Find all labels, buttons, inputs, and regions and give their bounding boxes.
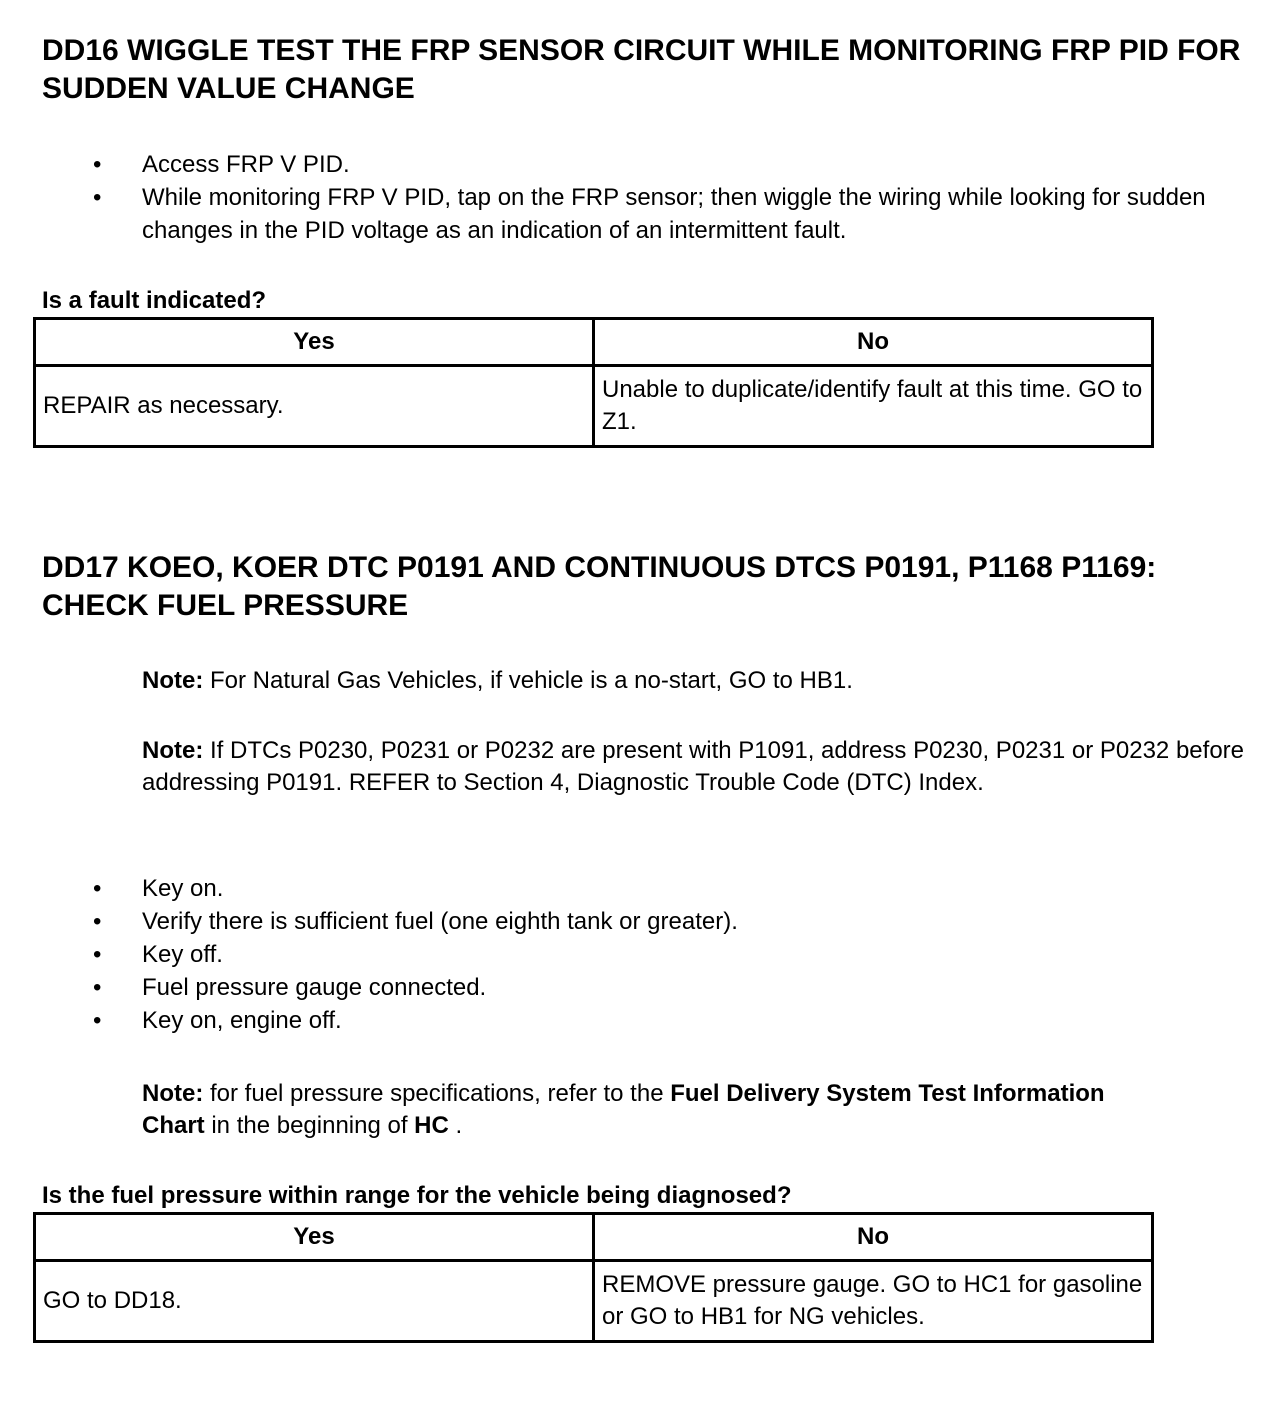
list-item: • Verify there is sufficient fuel (one eighth tank or greater). (0, 905, 1250, 938)
yes-header: Yes (35, 319, 594, 366)
yes-header: Yes (35, 1214, 594, 1261)
note-label: Note: (142, 737, 204, 764)
note-label: Note: (142, 1080, 204, 1107)
dd17-question: Is the fuel pressure within range for the vehicle being diagnosed? (42, 1182, 792, 1209)
no-cell: REMOVE pressure gauge. GO to HC1 for gasoline or GO to HB1 for NG vehicles. (594, 1261, 1153, 1342)
dd16-bullet-list (0, 148, 1250, 247)
dd17-bullet-list (0, 872, 1250, 1037)
dd17-heading: DD17 KOEO, KOER DTC P0191 AND CONTINUOUS DTCS P0191, P1168 P1169: CHECK FUEL PRESSURE (42, 551, 1157, 622)
note-natural-gas: Note: For Natural Gas Vehicles, if vehicle is a no-start, GO to HB1. (142, 667, 853, 694)
bullet-icon: • (93, 908, 102, 935)
no-header: No (594, 1214, 1153, 1261)
section-reference: HC (414, 1112, 449, 1139)
dd16-decision-table (33, 317, 1154, 448)
list-item: • Fuel pressure gauge connected. (0, 971, 1250, 1004)
list-item: • Key on. (0, 872, 1250, 905)
yes-cell: REPAIR as necessary. (35, 366, 594, 447)
bullet-icon: • (93, 1007, 102, 1034)
note-dtc-p0230: Note: If DTCs P0230, P0231 or P0232 are present with P1091, address P0230, P0231 or P0232 before addressing P0191. REFER to Section 4, Diagnostic Trouble Code (DTC) Index. (142, 737, 1244, 796)
dd17-decision-table (33, 1212, 1154, 1343)
yes-cell: GO to DD18. (35, 1261, 594, 1342)
list-item: • While monitoring FRP V PID, tap on the FRP sensor; then wiggle the wiring while looking for sudden changes in the PID voltage as an indication of an intermittent fault. (0, 181, 1250, 247)
no-header: No (594, 319, 1153, 366)
list-item: • Access FRP V PID. (0, 148, 1250, 181)
bullet-icon: • (93, 151, 102, 178)
bullet-icon: • (93, 941, 102, 968)
list-item: • Key off. (0, 938, 1250, 971)
note-label: Note: (142, 667, 204, 694)
dd16-question: Is a fault indicated? (42, 287, 267, 314)
dd16-heading: DD16 WIGGLE TEST THE FRP SENSOR CIRCUIT WHILE MONITORING FRP PID FOR SUDDEN VALUE CHANGE (42, 34, 1241, 105)
bullet-icon: • (93, 184, 102, 211)
list-item: • Key on, engine off. (0, 1004, 1250, 1037)
chart-reference: Fuel Delivery System Test Information Chart (142, 1080, 1105, 1139)
bullet-icon: • (93, 974, 102, 1001)
bullet-icon: • (93, 875, 102, 902)
no-cell: Unable to duplicate/identify fault at this time. GO to Z1. (594, 366, 1153, 447)
note-fuel-pressure-spec: Note: for fuel pressure specifications, refer to the Fuel Delivery System Test Information Chart in the beginning of HC . (142, 1080, 1105, 1139)
